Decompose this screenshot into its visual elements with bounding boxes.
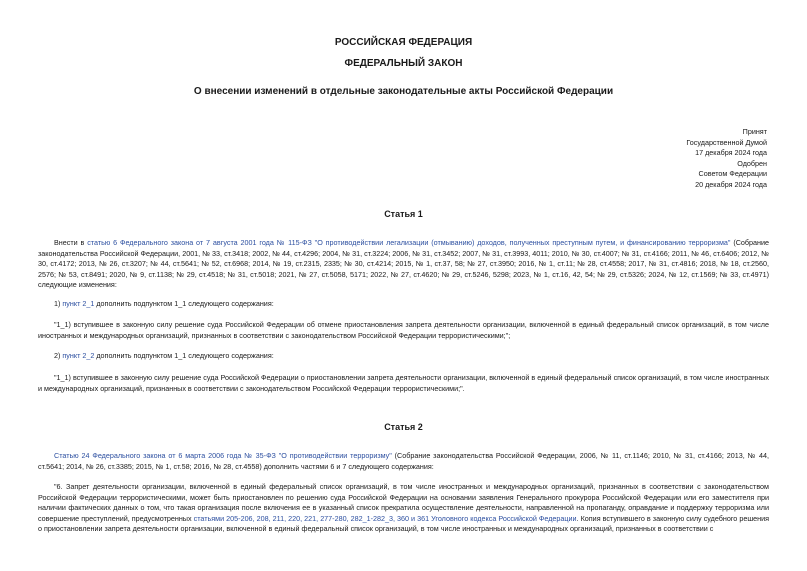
article-1-item-1-quote: "1_1) вступившее в законную силу решение суда Российской Федерации об отмене приостановления запрета деятельности организации, включенной в единый федеральный список организаций, в том числе иностранных и международных организаций, признанных в соответствии с законодательством Российской Федерации террористическими;"; [38, 320, 769, 340]
point-2-1-link[interactable]: пункт 2_1 [62, 299, 95, 308]
law-type-heading: ФЕДЕРАЛЬНЫЙ ЗАКОН [344, 58, 463, 69]
adoption-line: Советом Федерации [698, 169, 767, 179]
law-35-fz-link[interactable]: Статью 24 Федерального закона от 6 марта 2006 года № 35-ФЗ "О противодействии терроризму" [54, 451, 392, 460]
article-1-item-1 [38, 299, 769, 310]
adoption-line: Одобрен [737, 158, 767, 168]
article-1-intro [38, 238, 769, 291]
item-prefix: 2) [54, 351, 63, 360]
article-1-item-2 [38, 351, 769, 362]
adoption-line: 17 декабря 2024 года [695, 148, 767, 158]
item-prefix: 1) [54, 299, 63, 308]
item-rest: дополнить подпунктом 1_1 следующего содержания: [94, 299, 274, 308]
article-2-part-6 [38, 482, 769, 535]
article-1-heading: Статья 1 [384, 209, 423, 219]
article-2-heading: Статья 2 [384, 422, 423, 432]
item-rest: дополнить подпунктом 1_1 следующего содержания: [94, 351, 274, 360]
adoption-line: Государственной Думой [686, 137, 767, 147]
law-115-fz-link[interactable]: статью 6 Федерального закона от 7 августа 2001 года № 115-ФЗ "О противодействии легализации (отмыванию) доходов, полученных преступным путем, и финансированию терроризма" [87, 238, 731, 247]
part-6-text: "6. Запрет деятельности организации, включенной в единый федеральный список организаций, в том числе иностранных и международных организаций, признанных в соответствии с законодательством Российской Федерации террористическими, может быть приостановлен по решению суда Российской Федерации на основании заявления Генерального прокурора Российской Федерации или его заместителя при наличии фактических данных о том, что такая организация после включения ее в указанный список прекратила осуществление деятельности, направленной на пропаганду, оправдание и поддержку терроризма или совершение преступлений, предусмотренных [38, 482, 769, 523]
country-heading: РОССИЙСКАЯ ФЕДЕРАЦИЯ [334, 37, 473, 48]
adoption-line: 20 декабря 2024 года [695, 179, 767, 189]
point-2-2-link[interactable]: пункт 2_2 [62, 351, 95, 360]
criminal-code-articles-link[interactable]: статьями 205-206, 208, 211, 220, 221, 277-280, 282_1-282_3, 360 и 361 Уголовного кодекса Российской Федерации [193, 513, 577, 523]
law-title: О внесении изменений в отдельные законодательные акты Российской Федерации [193, 86, 614, 97]
part-6-rest: . Копия вступившего в законную силу судебного решения о приостановлении запрета деятельности организации, включенной в единый федеральный список организаций, в том числе иностранных и международных организаций, признанных в соответствии с [38, 513, 769, 534]
article-1-item-2-quote: "1_1) вступившее в законную силу решение суда Российской Федерации о приостановлении запрета деятельности организации, включенной в единый федеральный список организаций, в том числе иностранных и международных организаций, признанных в соответствии с законодательством Российской Федерации террористическими;". [38, 373, 769, 393]
article-2-intro [38, 451, 769, 472]
adoption-line: Принят [742, 127, 767, 136]
adoption-block [607, 127, 767, 191]
intro-rest: (Собрание законодательства Российской Федерации, 2001, № 33, ст.3418; 2002, № 44, ст.4296; 2004, № 31, ст.3224; 2006, № 31, ст.3452; 2007, № 31, ст.3993, 4011; 2010, № 30, ст.4007; № 31, ст.4166; 2011, № 46, ст.6406; 2012, № 30, ст.4172; 2013, № 26, ст.3207; № 44, ст.5641; № 52, ст.6968; 2014, № 19, ст.2315, 2335; № 30, ст.4214; 2015, № 1, ст.37, 58; № 27, ст.3950; 2016, № 1, ст.11; № 28, ст.4558; 2017, № 31, ст.4816; 2018, № 18, ст.2560, 2576; № 53, ст.8491; 2020, № 9, ст.1138; № 29, ст.4518; № 31, ст.5018; 2021, № 27, ст.5058, 5171; 2022, № 27, ст.4620; № 29, ст.5246, 5298; 2023, № 1, ст.16, 42, 54; № 29, ст.5326; 2024, № 12, ст.1569; № 33, ст.4971) следующие изменения: [38, 238, 769, 290]
intro-rest: (Собрание законодательства Российской Федерации, 2006, № 11, ст.1146; 2010, № 31, ст.4166; 2013, № 44, ст.5641; 2014, № 26, ст.3385; 2015, № 1, ст.58; 2016, № 28, ст.4558) дополнить частями 6 и 7 следующего содержания: [38, 451, 769, 471]
intro-prefix: Внести в [54, 238, 88, 247]
